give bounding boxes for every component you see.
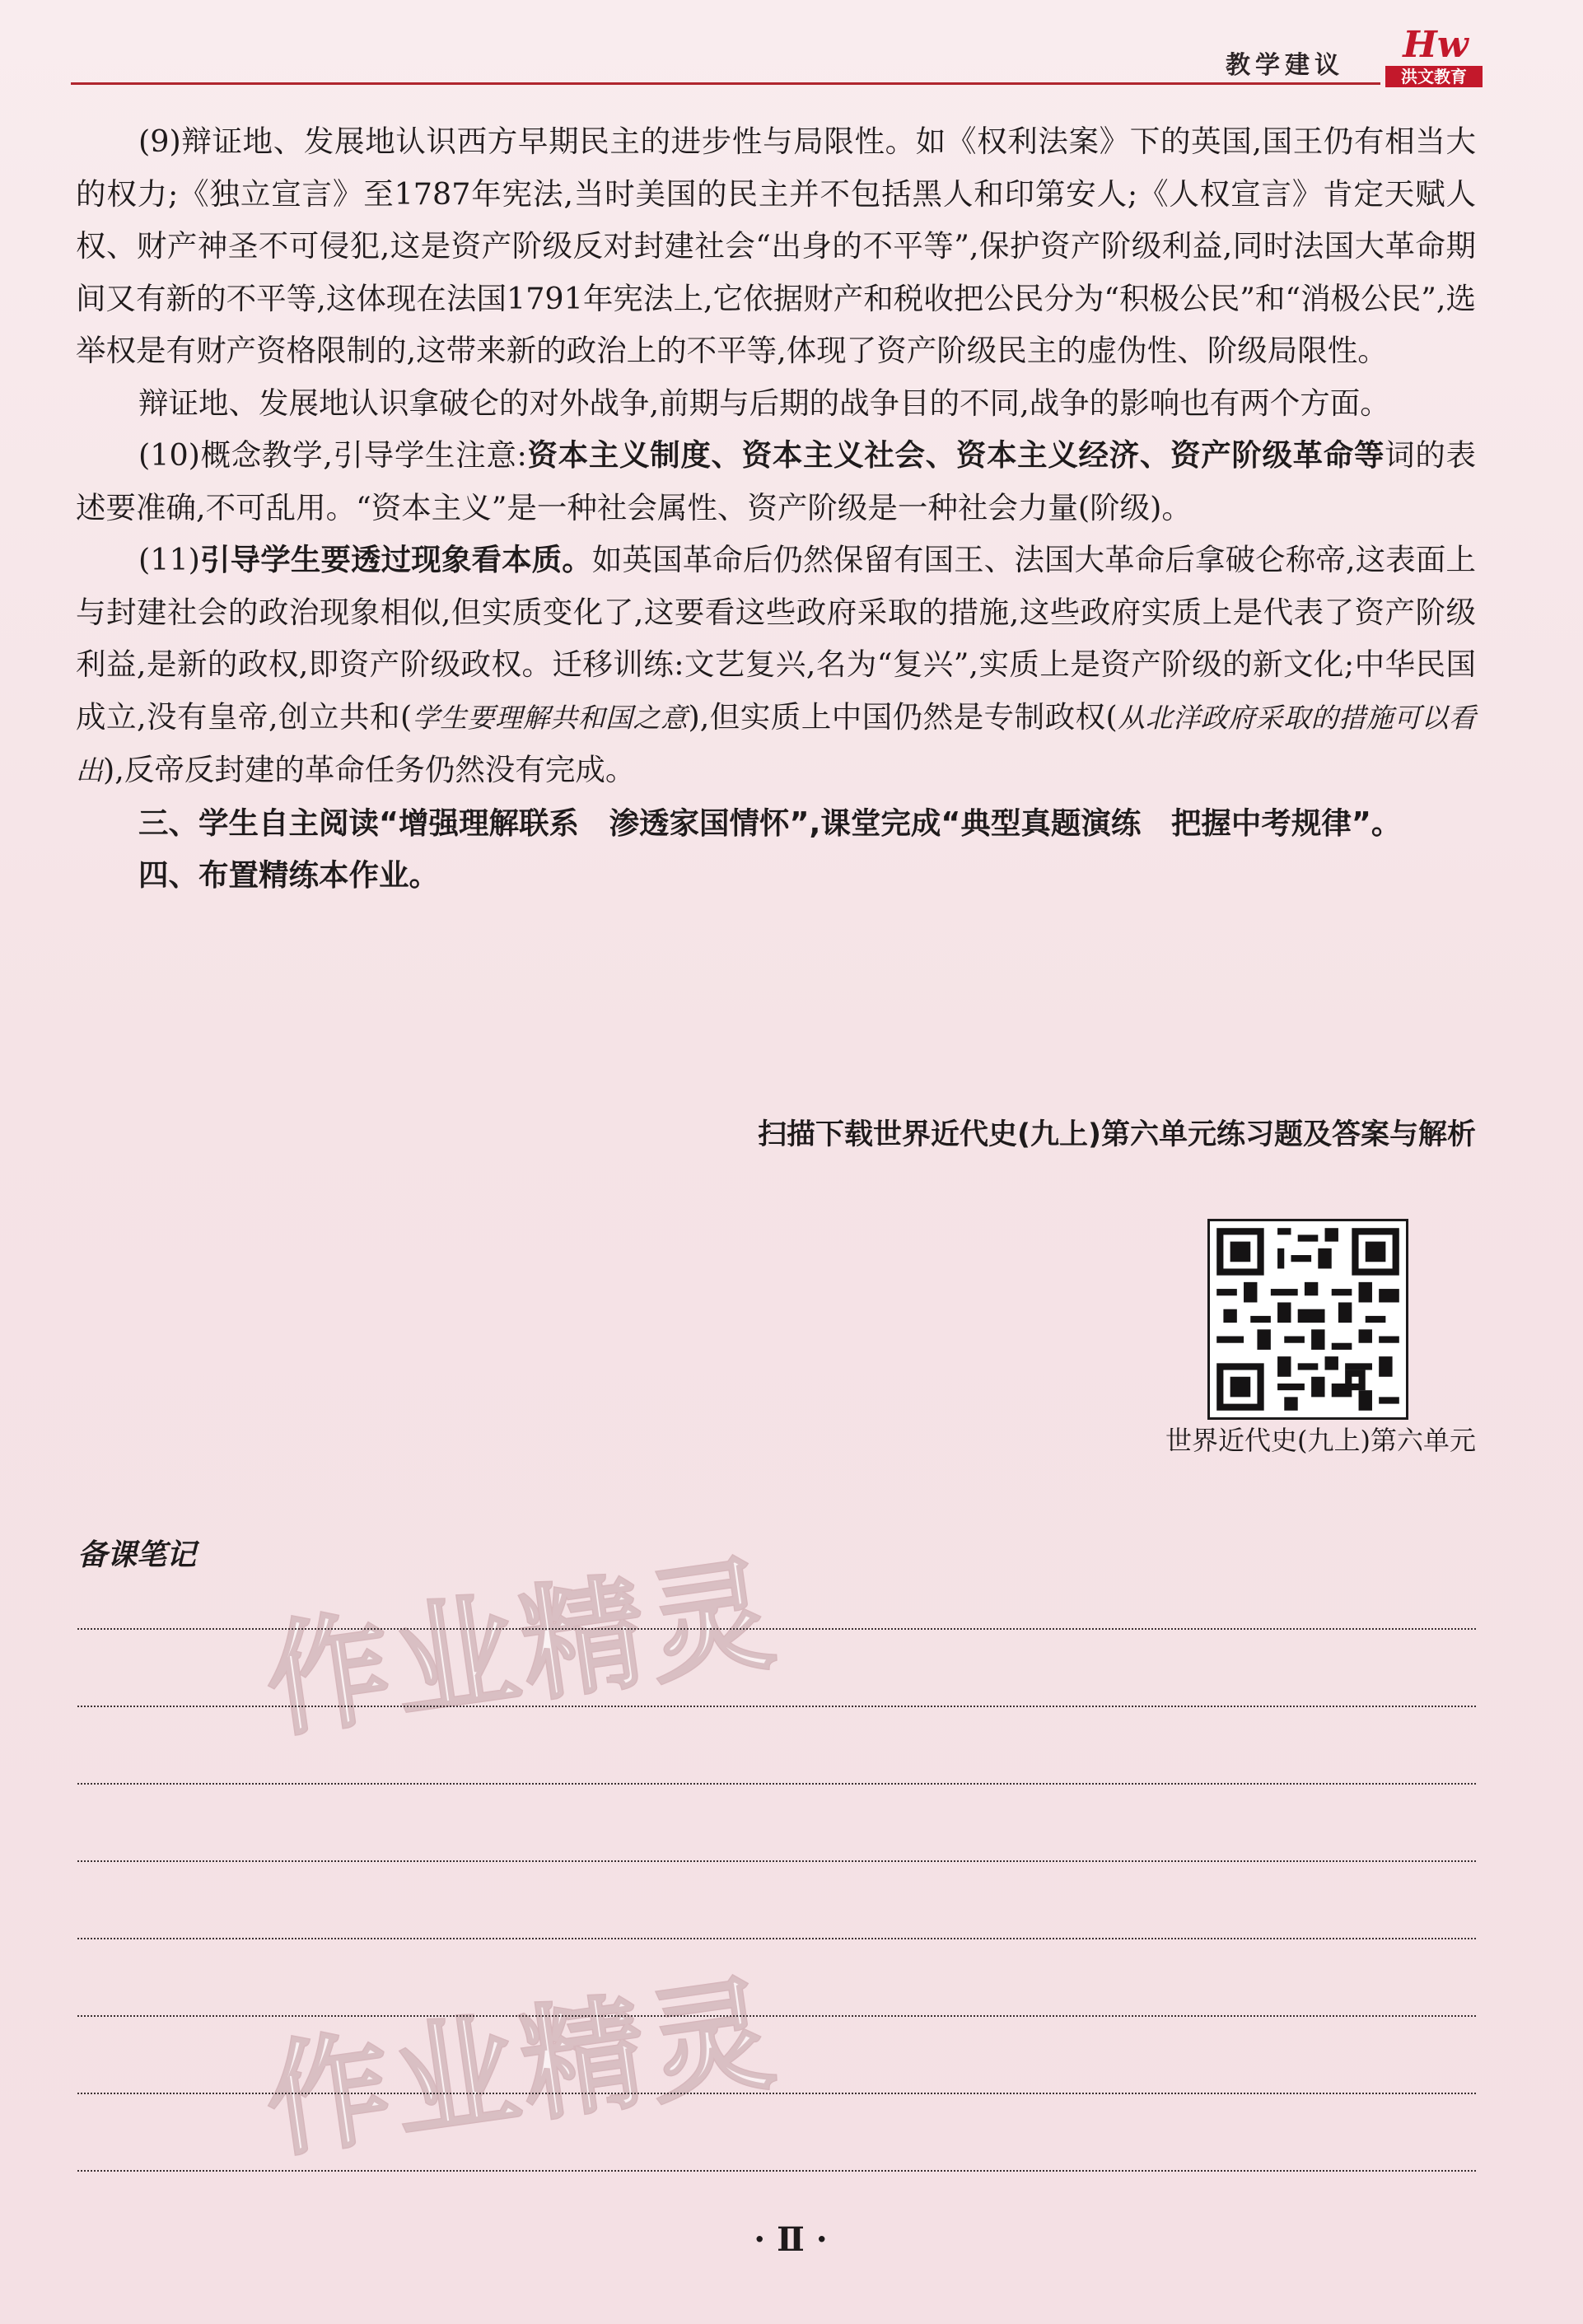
paragraph-11: (11)引导学生要透过现象看本质。如英国革命后仍然保留有国王、法国大革命后拿破仑称帝,这表面上与封建社会的政治现象相似,但实质变化了,这要看这些政府采取的措施,这些政府实质上是代表了资产阶级利益,是新的政权,即资产阶级政权。迁移训练:文艺复兴,名为“复兴”,实质上是资产阶级的新文化;中华民国成立,没有皇帝,创立共和(学生要理解共和国之意),但实质上中国仍然是专制政权(从北洋政府采取的措施可以看出),反帝反封建的革命任务仍然没有完成。	[76, 542, 1477, 787]
step-4: 四、布置精练本作业。	[138, 857, 439, 893]
section-label: 教学建议	[1226, 51, 1344, 80]
header-rule	[71, 82, 1380, 85]
note-line[interactable]	[77, 1860, 1476, 1862]
scan-prompt: 扫描下载世界近代史(九上)第六单元练习题及答案与解析	[758, 1118, 1476, 1151]
page-number: · Ⅱ ·	[754, 2220, 828, 2259]
watermark: 作业精灵	[257, 1542, 787, 1756]
paragraph-10: (10)概念教学,引导学生注意:资本主义制度、资本主义社会、资本主义经济、资产阶级革命等词的表述要准确,不可乱用。“资本主义”是一种社会属性、资产阶级是一种社会力量(阶级)。	[76, 437, 1477, 525]
paragraph-9b: 辩证地、发展地认识拿破仑的对外战争,前期与后期的战争目的不同,战争的影响也有两个方面。	[138, 385, 1390, 421]
logo-text: 洪文教育	[1385, 66, 1483, 87]
paragraph-9: (9)辩证地、发展地认识西方早期民主的进步性与局限性。如《权利法案》下的英国,国王仍有相当大的权力;《独立宣言》至1787年宪法,当时美国的民主并不包括黑人和印第安人;《人权宣言》肯定天赋人权、财产神圣不可侵犯,这是资产阶级反对封建社会“出身的不平等”,保护资产阶级利益,同时法国大革命期间又有新的不平等,这体现在法国1791年宪法上,它依据财产和税收把公民分为“积极公民”和“消极公民”,选举权是有财产资格限制的,这带来新的政治上的不平等,体现了资产阶级民主的虚伪性、阶级局限性。	[76, 124, 1476, 368]
watermark: 作业精灵	[257, 1962, 787, 2176]
note-line[interactable]	[77, 1938, 1476, 1939]
qr-code[interactable]	[1207, 1219, 1408, 1420]
note-line[interactable]	[77, 1628, 1476, 1630]
notes-title: 备课笔记	[77, 1538, 197, 1572]
logo-mark: Hw	[1403, 24, 1469, 66]
qr-caption: 世界近代史(九上)第六单元	[1165, 1425, 1476, 1456]
publisher-logo	[1385, 25, 1483, 92]
note-line[interactable]	[77, 2093, 1476, 2094]
note-line[interactable]	[77, 2015, 1476, 2017]
note-line[interactable]	[77, 1783, 1476, 1785]
step-3: 三、学生自主阅读“增强理解联系 渗透家国情怀”,课堂完成“典型真题演练 把握中考规律”。	[138, 805, 1402, 841]
note-line[interactable]	[77, 2170, 1476, 2172]
main-text	[76, 115, 1476, 902]
note-line[interactable]	[77, 1706, 1476, 1707]
qr-code-icon	[1210, 1221, 1406, 1417]
